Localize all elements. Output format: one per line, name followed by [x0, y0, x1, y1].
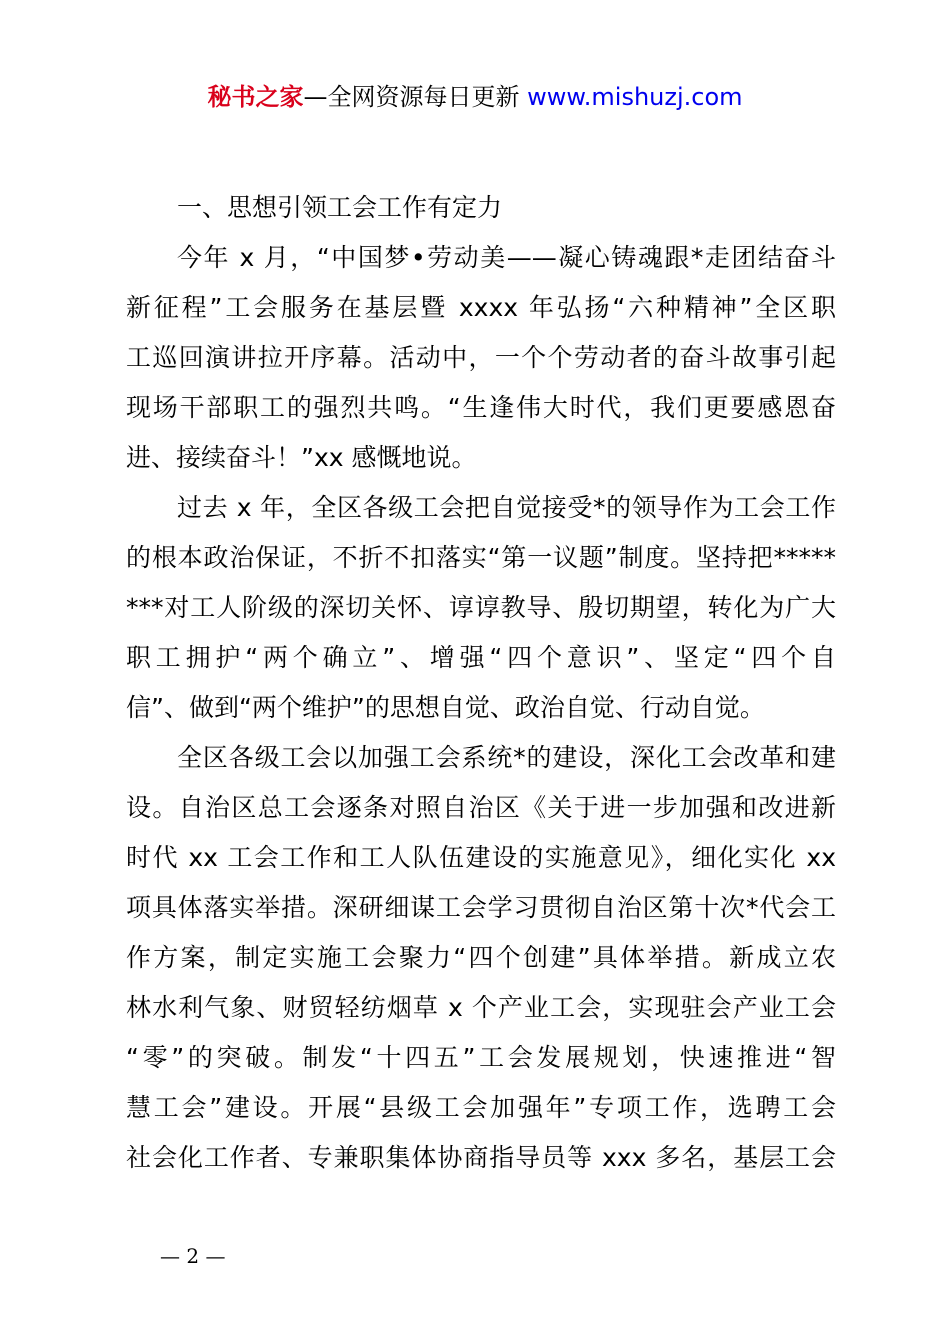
body-line: 时代 xx 工会工作和工人队伍建设的实施意见》，细化实化 xx	[126, 843, 836, 872]
body-line: 社会化工作者、专兼职集体协商指导员等 xxx 多名，基层工会	[126, 1143, 836, 1172]
body-line: 今年 x 月，“中国梦•劳动美——凝心铸魂跟*走团结奋斗	[177, 243, 836, 272]
site-brand: 秘书之家	[207, 83, 304, 111]
site-url-link[interactable]: www.mishuzj.com	[527, 83, 743, 111]
body-line: 项具体落实举措。深研细谋工会学习贯彻自治区第十次*代会工	[126, 893, 836, 922]
body-line: ***对工人阶级的深切关怀、谆谆教导、殷切期望，转化为广大	[126, 593, 836, 622]
body-line: “零”的突破。制发“十四五”工会发展规划，快速推进“智	[126, 1043, 836, 1072]
body-line: 林水利气象、财贸轻纺烟草 x 个产业工会，实现驻会产业工会	[126, 993, 836, 1022]
document-body	[126, 183, 836, 1183]
body-line: 新征程”工会服务在基层暨 xxxx 年弘扬“六种精神”全区职	[126, 293, 836, 322]
body-line: 作方案，制定实施工会聚力“四个创建”具体举措。新成立农	[126, 943, 836, 972]
body-line: 全区各级工会以加强工会系统*的建设，深化工会改革和建	[177, 743, 836, 772]
body-line: 信”、做到“两个维护”的思想自觉、政治自觉、行动自觉。	[126, 693, 765, 722]
body-line: 过去 x 年，全区各级工会把自觉接受*的领导作为工会工作	[177, 493, 836, 522]
page-number: — 2 —	[160, 1244, 226, 1268]
site-tagline: —全网资源每日更新	[303, 83, 528, 111]
body-line: 设。自治区总工会逐条对照自治区《关于进一步加强和改进新	[126, 793, 836, 822]
body-line: 工巡回演讲拉开序幕。活动中，一个个劳动者的奋斗故事引起	[126, 343, 836, 372]
body-line: 的根本政治保证，不折不扣落实“第一议题”制度。坚持把*****	[126, 543, 836, 572]
body-line: 进、接续奋斗！”xx 感慨地说。	[126, 443, 477, 472]
site-header	[0, 80, 950, 114]
body-line: 现场干部职工的强烈共鸣。“生逢伟大时代，我们更要感恩奋	[126, 393, 836, 422]
section-heading: 一、思想引领工会工作有定力	[177, 193, 503, 222]
body-line: 慧工会”建设。开展“县级工会加强年”专项工作，选聘工会	[126, 1093, 836, 1122]
body-line: 职工拥护“两个确立”、增强“四个意识”、坚定“四个自	[126, 643, 836, 672]
